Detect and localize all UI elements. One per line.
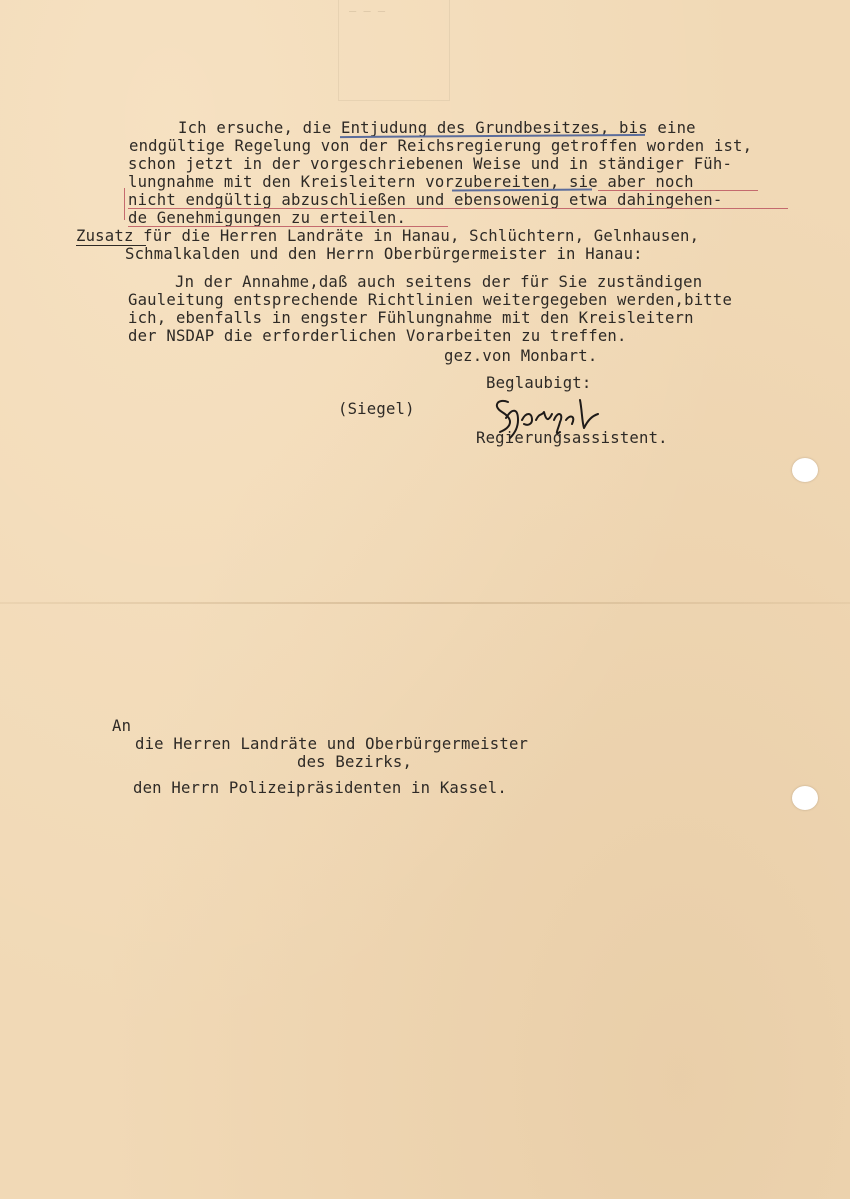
address-line-3: den Herrn Polizeipräsidenten in Kassel.: [133, 779, 507, 797]
red-margin-mark: [124, 188, 125, 220]
address-line-2: des Bezirks,: [297, 753, 413, 771]
punch-hole-bottom: [792, 786, 818, 810]
body-line-4: lungnahme mit den Kreisleitern vorzubereiten, sie aber noch: [128, 173, 694, 191]
body-line-2: endgültige Regelung von der Reichsregierung getroffen worden ist,: [129, 137, 753, 155]
zusatz-body-line-1: Jn der Annahme,daß auch seitens der für Sie zuständigen: [175, 273, 703, 291]
body-line-6: de Genehmigungen zu erteilen.: [128, 209, 407, 227]
punch-hole-top: [792, 458, 818, 482]
zusatz-body-line-2: Gauleitung entsprechende Richtlinien weitergegeben werden,bitte: [128, 291, 733, 309]
page-fold: [0, 602, 850, 604]
red-underline-sie-aber: [598, 190, 758, 191]
body-line-5: nicht endgültig abzuschließen und ebensowenig etwa dahingehen-: [128, 191, 723, 209]
zusatz-line-1: Zusatz für die Herren Landräte in Hanau, Schlüchtern, Gelnhausen,: [76, 227, 700, 245]
address-line-1: die Herren Landräte und Oberbürgermeister: [135, 735, 529, 753]
seal-label: (Siegel): [338, 400, 415, 418]
address-to: An: [112, 717, 132, 735]
red-underline-abzuschliessen: [128, 208, 788, 209]
zusatz-body-line-4: der NSDAP die erforderlichen Vorarbeiten zu treffen.: [128, 327, 627, 345]
official-title: Regierungsassistent.: [476, 429, 668, 447]
certified-label: Beglaubigt:: [486, 374, 592, 392]
zusatz-body-line-3: ich, ebenfalls in engster Fühlungnahme mit den Kreisleitern: [128, 309, 694, 327]
signed-by: gez.von Monbart.: [444, 347, 598, 365]
faded-stamp: — — —: [338, 0, 450, 101]
zusatz-line-2: Schmalkalden und den Herrn Oberbürgermeister in Hanau:: [125, 245, 643, 263]
body-line-1: Ich ersuche, die Entjudung des Grundbesitzes, bis eine: [178, 119, 696, 137]
body-line-3: schon jetzt in der vorgeschriebenen Weise und in ständiger Füh-: [128, 155, 733, 173]
